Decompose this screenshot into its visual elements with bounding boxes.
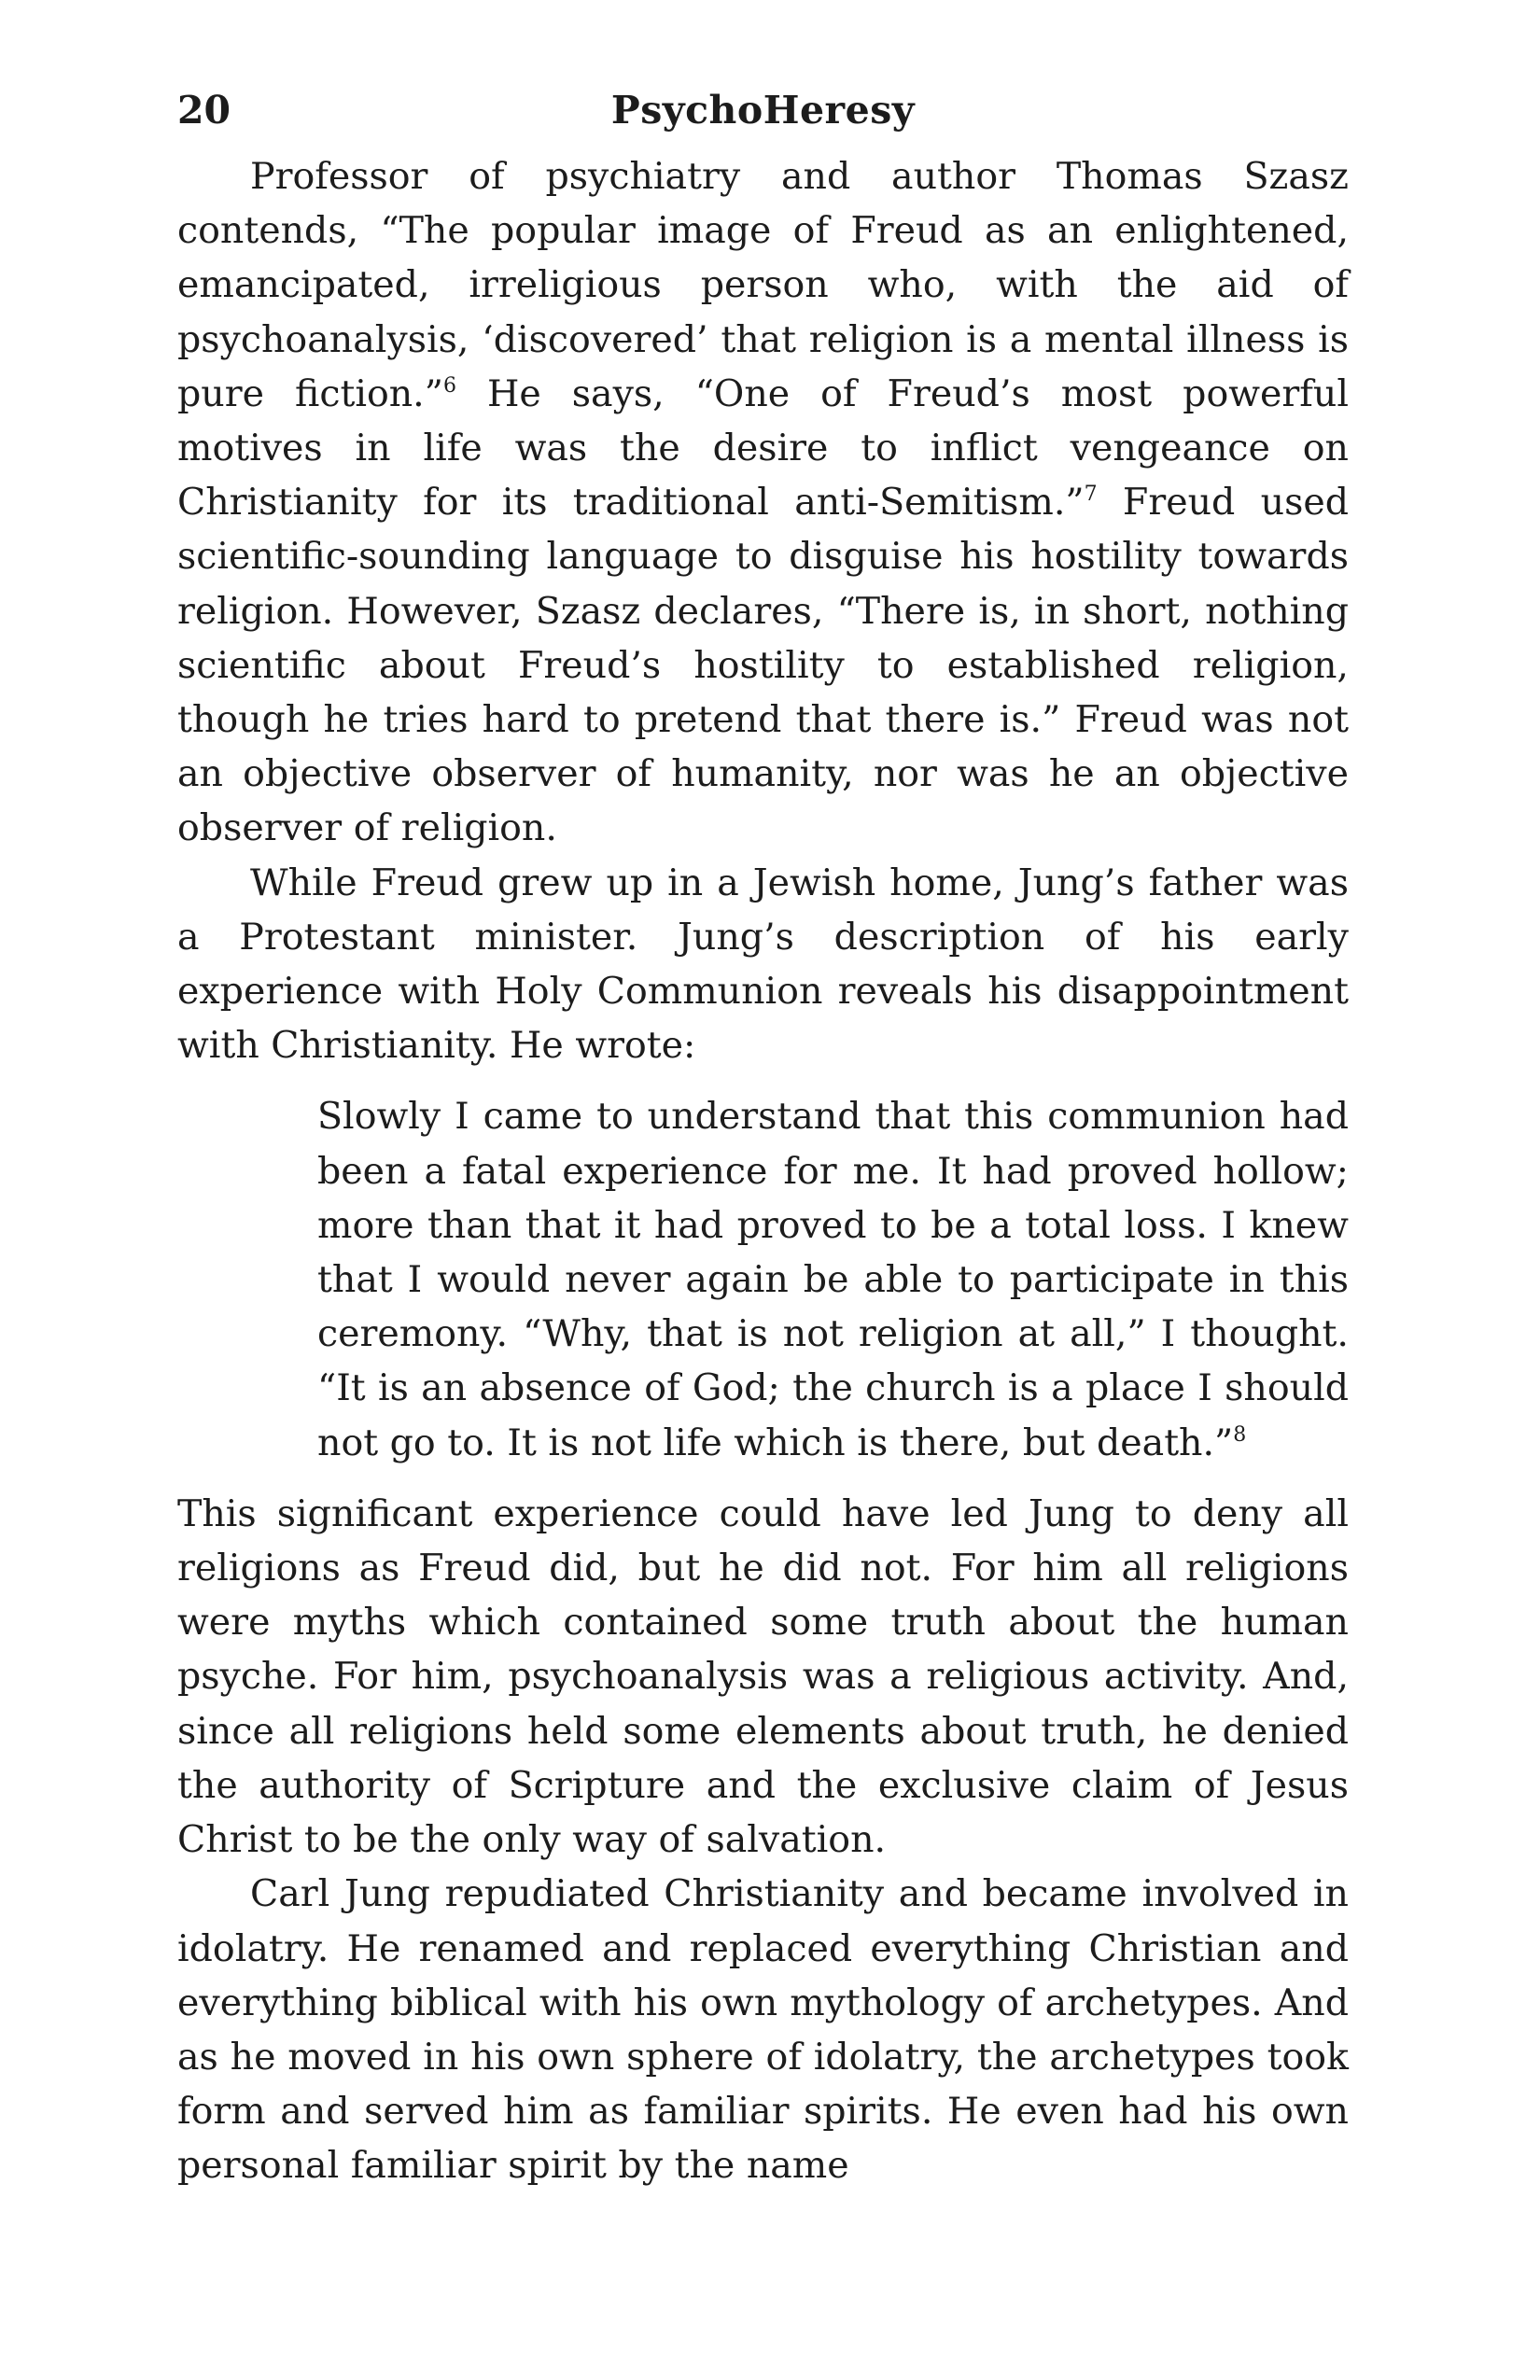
page-number: 20 [177,88,231,133]
block-quote [317,1089,1349,1469]
paragraph-text: Professor of psychiatry and author Thomas Szasz contends, “The popular image of Freud as an enlightened, emancipated, irreligious person who, with the aid of psychoanalysis, ‘discovered’ that religion is a mental illness is pure fiction.” [177,155,1349,415]
footnote-ref-7: 7 [1084,483,1098,507]
quote-text: Slowly I came to understand that this communion had been a fatal experience for me. It had proved hollow; more than that it had proved to be a total loss. I knew that I would never again be able to participate in this ceremony. “Why, that is not religion at all,” I thought. “It is an absence of God; the church is a place I should not go to. It is not life which is there, but death.” [317,1095,1349,1464]
book-page [177,82,1349,2193]
running-header [177,82,1349,138]
paragraph-significant-experience: This significant experience could have led Jung to deny all religions as Freud did, but he did not. For him all religions were myths which contained some truth about the human psyche. For him, psychoanalysis was a religious activity. And, since all religions held some elements about truth, he denied the authority of Scripture and the exclusive claim of Jesus Christ to be the only way of salvation. [177,1491,1349,1862]
paragraph-idolatry: Carl Jung repudiated Christianity and became involved in idolatry. He renamed and replaced everything Christian and everything biblical with his own mythology of archetypes. And as he moved in his own sphere of idolatry, the archetypes took form and served him as familiar spirits. He even had his own personal familiar spirit by the name [177,1872,1349,2188]
paragraph-szasz [177,149,1349,856]
body-text [177,149,1349,2193]
running-title: PsychoHeresy [610,88,916,133]
footnote-ref-8: 8 [1233,1422,1247,1447]
paragraph-text: Freud used scientific-sounding language to disguise his hostility towards religion. However, Szasz declares, “There is, in short, nothing scientific about Freud’s hostility to established religion, though he tries hard to pretend that there is.” Freud was not an objective observer of humanity, nor was he an objective observer of religion. [177,481,1349,850]
footnote-ref-6: 6 [442,373,456,398]
paragraph-jung-father: While Freud grew up in a Jewish home, Jung’s father was a Protestant minister. Jung’s description of his early experience with Holy Communion reveals his disappointment with Christianity. He wrote: [177,861,1349,1068]
paragraph-text: He says, “One of Freud’s most powerful motives in life was the desire to inflict vengeance on Christianity for its traditional anti-Semitism.” [177,371,1349,525]
